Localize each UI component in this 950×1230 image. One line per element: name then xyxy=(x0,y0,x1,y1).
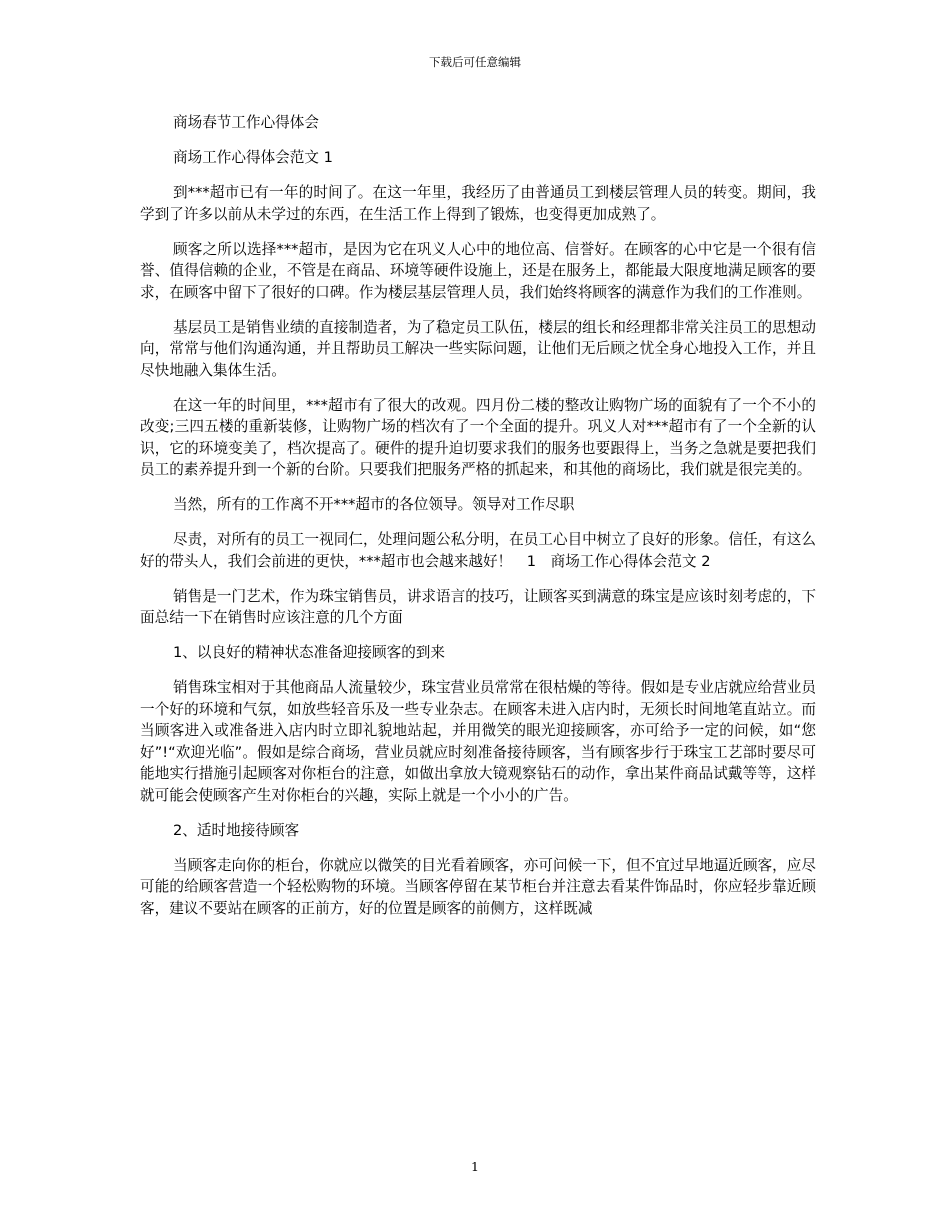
section-heading: 商场工作心得体会范文 1 xyxy=(173,149,333,166)
document-title: 商场春节工作心得体会 xyxy=(173,114,319,131)
page-number: 1 xyxy=(471,1159,479,1174)
document-body xyxy=(140,112,816,933)
body-paragraph: 基层员工是销售业绩的直接制造者，为了稳定员工队伍，楼层的组长和经理都非常关注员工的思想动向，常常与他们沟通沟通，并且帮助员工解决一些实际问题，让他们无后顾之忧全身心地投入工作，并且尽快地融入集体生活。 xyxy=(140,318,816,379)
body-paragraph: 在这一年的时间里，***超市有了很大的改观。四月份二楼的整改让购物广场的面貌有了一个不小的改变;三四五楼的重新装修，让购物广场的档次有了一个全面的提升。巩义人对***超市有了一个全新的认识，它的环境变美了，档次提高了。硬件的提升迫切要求我们的服务也要跟得上，当务之急就是要把我们员工的素养提升到一个新的台阶。只要我们把服务严格的抓起来，和其他的商场比，我们就是很完美的。 xyxy=(140,396,816,478)
subsection-heading: 2、适时地接待顾客 xyxy=(173,821,300,839)
body-paragraph: 到***超市已有一年的时间了。在这一年里，我经历了由普通员工到楼层管理人员的转变。期间，我学到了许多以前从未学过的东西，在生活工作上得到了锻炼，也变得更加成熟了。 xyxy=(140,184,816,223)
body-paragraph: 顾客之所以选择***超市，是因为它在巩义人心中的地位高、信誉好。在顾客的心中它是一个很有信誉、值得信赖的企业，不管是在商品、环境等硬件设施上，还是在服务上，都能最大限度地满足顾客的要求，在顾客中留下了很好的口碑。作为楼层基层管理人员，我们始终将顾客的满意作为我们的工作准则。 xyxy=(140,240,816,301)
body-paragraph: 尽责，对所有的员工一视同仁，处理问题公私分明，在员工心目中树立了良好的形象。信任，有这么好的带头人，我们会前进的更快，***超市也会越来越好！ 1 商场工作心得体会范文 2 xyxy=(140,531,816,570)
page-header-note: 下载后可任意编辑 xyxy=(429,55,521,69)
body-paragraph: 销售珠宝相对于其他商品人流量较少，珠宝营业员常常在很枯燥的等待。假如是专业店就应给营业员一个好的环境和气氛，如放些轻音乐及一些专业杂志。在顾客未进入店内时，无须长时间地笔直站立。而当顾客进入或准备进入店内时立即礼貌地站起，并用微笑的眼光迎接顾客，亦可给予一定的问候，如“您好”!“欢迎光临”。假如是综合商场，营业员就应时刻准备接待顾客，当有顾客步行于珠宝工艺部时要尽可能地实行措施引起顾客对你柜台的注意，如做出拿放大镜观察钻石的动作，拿出某件商品试戴等等，这样就可能会使顾客产生对你柜台的兴趣，实际上就是一个小小的广告。 xyxy=(140,679,816,804)
body-paragraph: 销售是一门艺术，作为珠宝销售员，讲求语言的技巧，让顾客买到满意的珠宝是应该时刻考虑的，下面总结一下在销售时应该注意的几个方面 xyxy=(140,587,816,626)
body-paragraph: 当顾客走向你的柜台，你就应以微笑的目光看着顾客，亦可问候一下，但不宜过早地逼近顾客，应尽可能的给顾客营造一个轻松购物的环境。当顾客停留在某节柜台并注意去看某件饰品时，你应轻步靠近顾客，建议不要站在顾客的正前方，好的位置是顾客的前侧方，这样既减 xyxy=(140,856,816,917)
subsection-heading: 1、以良好的精神状态准备迎接顾客的到来 xyxy=(173,644,445,661)
body-paragraph: 当然，所有的工作离不开***超市的各位领导。领导对工作尽职 xyxy=(173,496,575,513)
